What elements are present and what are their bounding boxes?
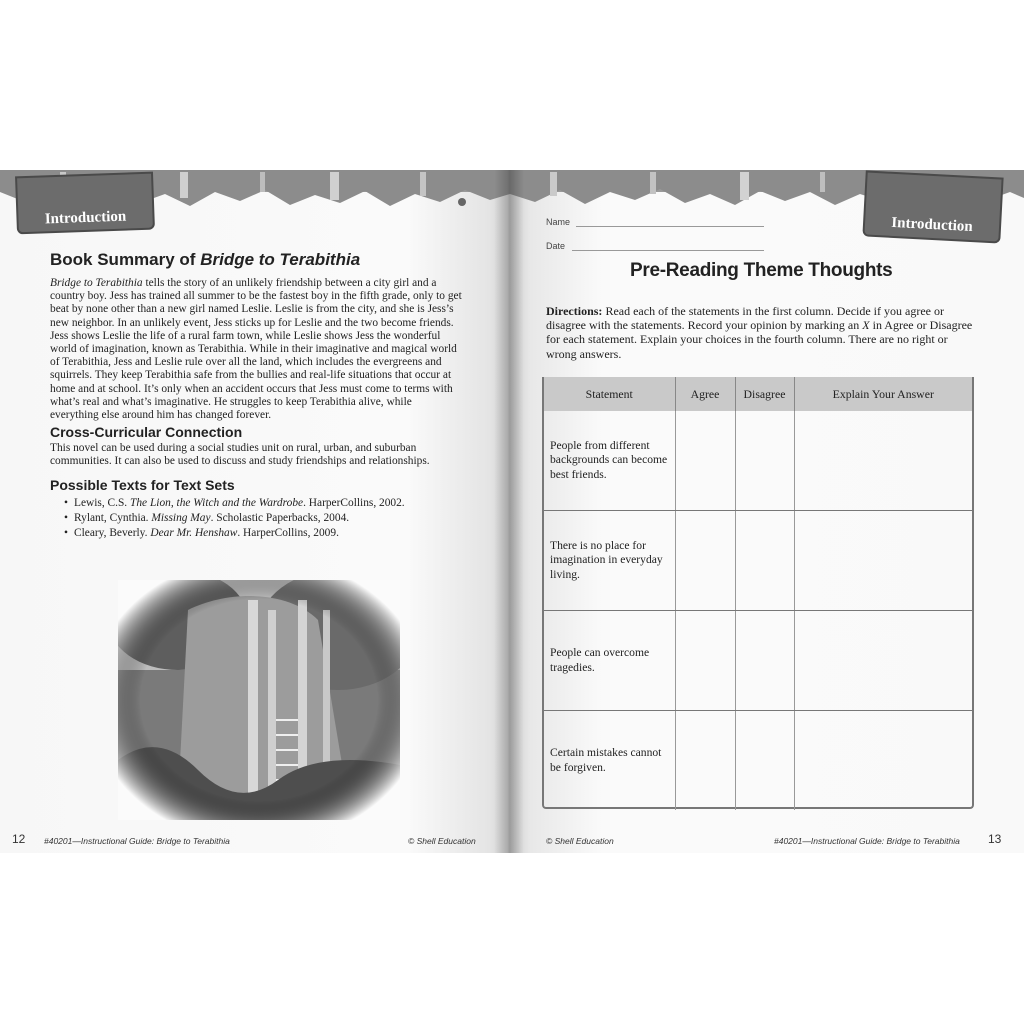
agree-cell[interactable]	[675, 511, 735, 611]
ref-publisher: . HarperCollins, 2002.	[303, 497, 405, 509]
book-spread	[0, 170, 1024, 853]
explain-cell[interactable]	[794, 711, 972, 811]
explain-cell[interactable]	[794, 611, 972, 711]
header-statement: Statement	[544, 377, 675, 411]
theme-table-frame	[542, 377, 974, 809]
introduction-tab[interactable]	[15, 172, 155, 235]
ref-publisher: . Scholastic Paperbacks, 2004.	[210, 512, 350, 524]
statement-cell: People can overcome tragedies.	[544, 611, 675, 711]
disagree-cell[interactable]	[735, 711, 794, 811]
ref-author: Rylant, Cynthia.	[74, 512, 152, 524]
footer-publisher: © Shell Education	[546, 836, 614, 846]
introduction-tab[interactable]	[862, 170, 1003, 243]
statement-cell: Certain mistakes cannot be forgiven.	[550, 746, 662, 774]
header-disagree: Disagree	[735, 377, 794, 411]
header-agree: Agree	[675, 377, 735, 411]
agree-cell[interactable]	[675, 411, 735, 511]
footer-guide-title: #40201—Instructional Guide: Bridge to Terabithia	[774, 836, 960, 846]
agree-cell[interactable]	[675, 711, 735, 811]
list-item	[64, 496, 405, 511]
heading-prefix: Book Summary of	[50, 250, 201, 269]
introduction-tab-label: Introduction	[44, 208, 127, 227]
list-item	[64, 511, 405, 526]
ref-title: Missing May	[151, 512, 211, 524]
summary-text: tells the story of an unlikely friendship between a city girl and a country boy. Jess has trained all summer to be the fastest boy in the fifth grade, only to get beat by none other than a new girl named Leslie. Leslie is from the city, and she is Jess’s new neighbor. In an unlikely event, Jess sticks up for Leslie and the two become friends. Jess shows Leslie the life of a rural farm town, while Leslie shows Jess the wonderful world of imagination, known as Terabithia. While in their imaginative and magical world of Terabithia, Jess and Leslie rule over all the land, which includes the evergreens and squirrels. They keep Terabithia safe from the bullies and real-life situations that occur at home and at school. It’s only when an accident occurs that Jess must come to terms with what’s real and what’s imaginative. He struggles to keep Terabithia alive, while everything else around him has changed forever.	[50, 277, 462, 422]
statement-cell: People from different backgrounds can become best friends.	[544, 411, 675, 511]
table-header-row	[544, 377, 972, 411]
footer-publisher: © Shell Education	[408, 836, 476, 846]
directions-text-end: in Agree or Disagree for each statement. Explain your choices in the fourth column. There are no right or wrong answers.	[546, 318, 973, 361]
left-page	[0, 170, 510, 853]
ref-author: Lewis, C.S.	[74, 497, 131, 509]
disagree-cell[interactable]	[735, 411, 794, 511]
disagree-cell[interactable]	[735, 611, 794, 711]
directions-label: Directions:	[546, 304, 603, 318]
summary-book-title: Bridge to Terabithia	[50, 277, 143, 289]
table-row	[544, 411, 972, 511]
statement-cell: There is no place for imagination in everyday living.	[544, 511, 675, 611]
table-row	[544, 511, 972, 611]
ref-author: Cleary, Beverly.	[74, 527, 151, 539]
right-page	[510, 170, 1024, 853]
page-number-right: 13	[988, 832, 1002, 846]
directions-x-mark: X	[862, 318, 870, 333]
list-item	[64, 526, 405, 541]
date-field[interactable]	[572, 250, 764, 251]
header-explain: Explain Your Answer	[794, 377, 972, 411]
introduction-tab-label: Introduction	[891, 214, 974, 235]
theme-thoughts-table	[544, 377, 972, 810]
date-label: Date	[546, 241, 566, 251]
ref-publisher: . HarperCollins, 2009.	[237, 527, 339, 539]
directions-paragraph	[546, 304, 976, 361]
name-label: Name	[546, 217, 571, 227]
book-summary-heading	[50, 250, 360, 270]
disagree-cell[interactable]	[735, 511, 794, 611]
heading-book-title: Bridge to Terabithia	[200, 250, 361, 269]
cross-curricular-text: This novel can be used during a social studies unit on rural, urban, and suburban communities. It can also be used to discuss and study friendships and relationships.	[50, 442, 430, 468]
possible-texts-heading: Possible Texts for Text Sets	[50, 477, 235, 493]
text-set-list	[64, 496, 405, 541]
summary-paragraph	[50, 277, 462, 422]
ref-title: The Lion, the Witch and the Wardrobe	[130, 497, 304, 509]
directions-text: Read each of the statements in the first column. Decide if you agree or disagree with the statements. Record your opinion by marking an	[546, 304, 944, 333]
page-number-left: 12	[12, 832, 26, 846]
page-title: Pre-Reading Theme Thoughts	[630, 260, 893, 281]
name-field[interactable]	[576, 226, 764, 227]
footer-guide-title: #40201—Instructional Guide: Bridge to Terabithia	[44, 836, 230, 846]
ref-title: Dear Mr. Henshaw	[150, 527, 238, 539]
table-row	[544, 711, 972, 811]
treehouse-photo	[118, 580, 400, 820]
explain-cell[interactable]	[794, 411, 972, 511]
table-row	[544, 611, 972, 711]
explain-cell[interactable]	[794, 511, 972, 611]
agree-cell[interactable]	[675, 611, 735, 711]
book-gutter-shadow	[494, 170, 524, 853]
cross-curricular-heading: Cross-Curricular Connection	[50, 424, 243, 440]
